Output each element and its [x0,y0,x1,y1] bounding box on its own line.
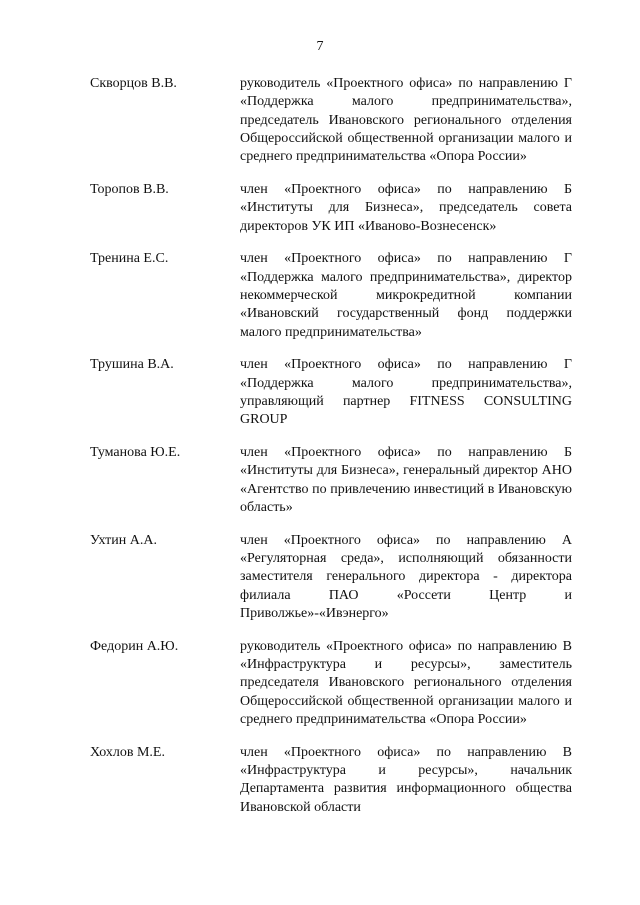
member-role: член «Проектного офиса» по направлению А «Регуляторная среда», исполняющий обязанности заместителя генерального директора - директора филиала ПАО «Россети Центр и Приволжье»-«Ивэнерго» [240,532,572,621]
list-item [0,532,640,623]
member-list [0,75,640,831]
page-number: 7 [316,39,324,54]
member-name: Трушина В.А. [90,357,174,373]
list-item [0,638,640,729]
member-name: Скворцов В.В. [90,76,177,91]
list-item [0,250,640,341]
member-name: Хохлов М.Е. [90,744,165,760]
member-role: руководитель «Проектного офиса» по направлению Г «Поддержка малого предпринимательства», председатель Ивановского регионального отделения Общероссийской общественной организации малого и среднего предпринимательства «Опора России» [240,76,572,165]
member-name: Тренина Е.С. [90,251,169,267]
list-item [0,181,640,236]
list-item [0,356,640,429]
member-role: руководитель «Проектного офиса» по направлению В «Инфраструктура и ресурсы», заместитель председателя Ивановского регионального отделения Общероссийской общественной организации малого и среднего предпринимательства «Опора России» [240,638,572,727]
list-item [0,744,640,817]
member-name: Туманова Ю.Е. [90,445,181,461]
member-role: член «Проектного офиса» по направлению Г «Поддержка малого предпринимательства», управляющий партнер FITNESS CONSULTING GROUP [240,357,572,428]
member-role: член «Проектного офиса» по направлению В «Инфраструктура и ресурсы», начальник Департамента развития информационного общества Ивановской области [240,744,572,815]
member-name: Федорин А.Ю. [90,638,179,654]
member-role: член «Проектного офиса» по направлению Б «Институты для Бизнеса», генеральный директор АНО «Агентство по привлечению инвестиций в Ивановскую область» [240,445,572,515]
member-name: Ухтин А.А. [90,532,157,548]
list-item [0,75,640,166]
list-item [0,444,640,517]
member-role: член «Проектного офиса» по направлению Б «Институты для Бизнеса», председатель совета директоров УК ИП «Иваново-Вознесенск» [240,181,572,234]
member-role: член «Проектного офиса» по направлению Г «Поддержка малого предпринимательства», директор некоммерческой микрокредитной компании «Ивановский государственный фонд поддержки малого предпринимательства» [240,251,572,340]
member-name: Торопов В.В. [90,181,169,197]
